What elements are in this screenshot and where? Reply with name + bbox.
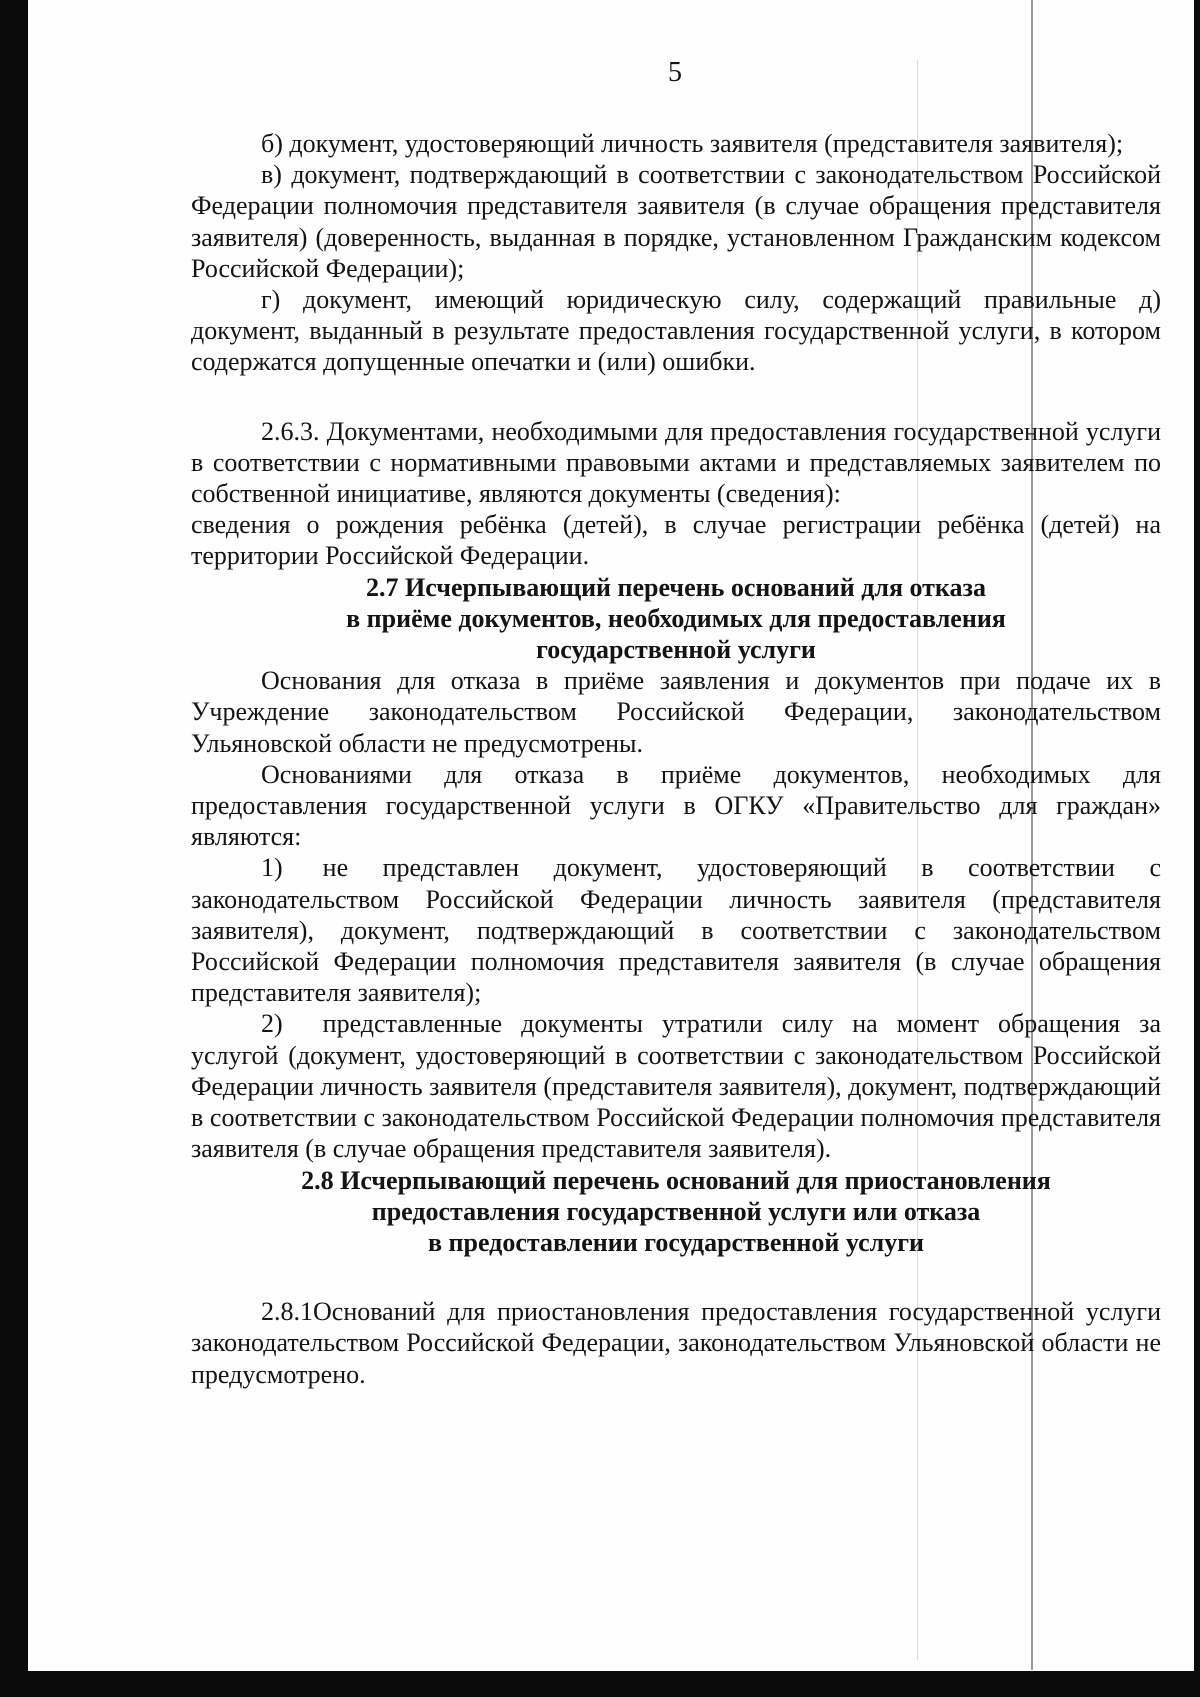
paragraph-2-7-grounds-intake: Основания для отказа в приёме заявления и документов при подаче их в Учреждение законодательством Российской Федерации, законодательством Ульяновской области не предусмотрены. <box>191 666 1161 758</box>
scan-border-bottom <box>0 1671 1200 1697</box>
scan-border-right <box>1194 0 1200 1697</box>
list-item-v: в) документ, подтверждающий в соответствии с законодательством Российской Федерации полномочия представителя заявителя (в случае обращения представителя заявителя) (доверенность, выданная в порядке, установленном Гражданским кодексом Российской Федерации); <box>191 160 1161 283</box>
item-number: 2) <box>261 1009 283 1039</box>
heading-line: в приёме документов, необходимых для предоставления <box>346 603 1006 633</box>
list-item-b: б) документ, удостоверяющий личность заявителя (представителя заявителя); <box>261 129 1124 158</box>
item-number: 1) <box>261 853 283 883</box>
numbered-item-2 <box>191 1008 1161 1164</box>
paragraph-2-6-3-continuation: сведения о рождения ребёнка (детей), в случае регистрации ребёнка (детей) на территории Российской Федерации. <box>191 510 1161 571</box>
paragraph-2-7-grounds-refusal: Основаниями для отказа в приёме документов, необходимых для предоставления государственной услуги в ОГКУ «Правительство для граждан» являются: <box>191 759 1161 852</box>
section-heading-2-8 <box>191 1165 1161 1259</box>
heading-line: предоставления государственной услуги или отказа <box>371 1196 981 1226</box>
heading-line: 2.7 Исчерпывающий перечень оснований для отказа <box>366 572 986 602</box>
item-text: представленные документы утратили силу на момент обращения за услугой (документ, удостоверяющий в соответствии с законодательством Российской Федерации личность заявителя (представителя заявителя), документ, подтверждающий в соответствии с законодательством Российской Федерации полномочия представителя заявителя (в случае обращения представителя заявителя). <box>191 1009 1161 1164</box>
section-heading-2-7 <box>191 572 1161 666</box>
document-body <box>191 128 1161 1390</box>
list-item-g: г) документ, имеющий юридическую силу, содержащий правильные д) документ, выданный в результате предоставления государственной услуги, в котором содержатся допущенные опечатки и (или) ошибки. <box>191 285 1161 377</box>
heading-line: государственной услуги <box>536 635 816 665</box>
scan-border-left <box>0 0 28 1697</box>
item-text: не представлен документ, удостоверяющий в соответствии с законодательством Российской Федерации личность заявителя (представителя заявителя), документ, подтверждающий в соответствии с законодательством Российской Федерации полномочия представителя заявителя (в случае обращения представителя заявителя); <box>191 853 1161 1008</box>
numbered-item-1 <box>191 852 1161 1008</box>
page-number: 5 <box>668 57 682 88</box>
heading-line: 2.8 Исчерпывающий перечень оснований для приостановления <box>301 1165 1051 1195</box>
paragraph-2-6-3: 2.6.3. Документами, необходимыми для предоставления государственной услуги в соответствии с нормативными правовыми актами и представляемых заявителем по собственной инициативе, являются документы (сведения): <box>191 416 1161 509</box>
heading-line: в предоставлении государственной услуги <box>427 1227 924 1257</box>
paragraph-2-8-1: 2.8.1Оснований для приостановления предоставления государственной услуги законодательством Российской Федерации, законодательством Ульяновской области не предусмотрено. <box>191 1297 1161 1389</box>
